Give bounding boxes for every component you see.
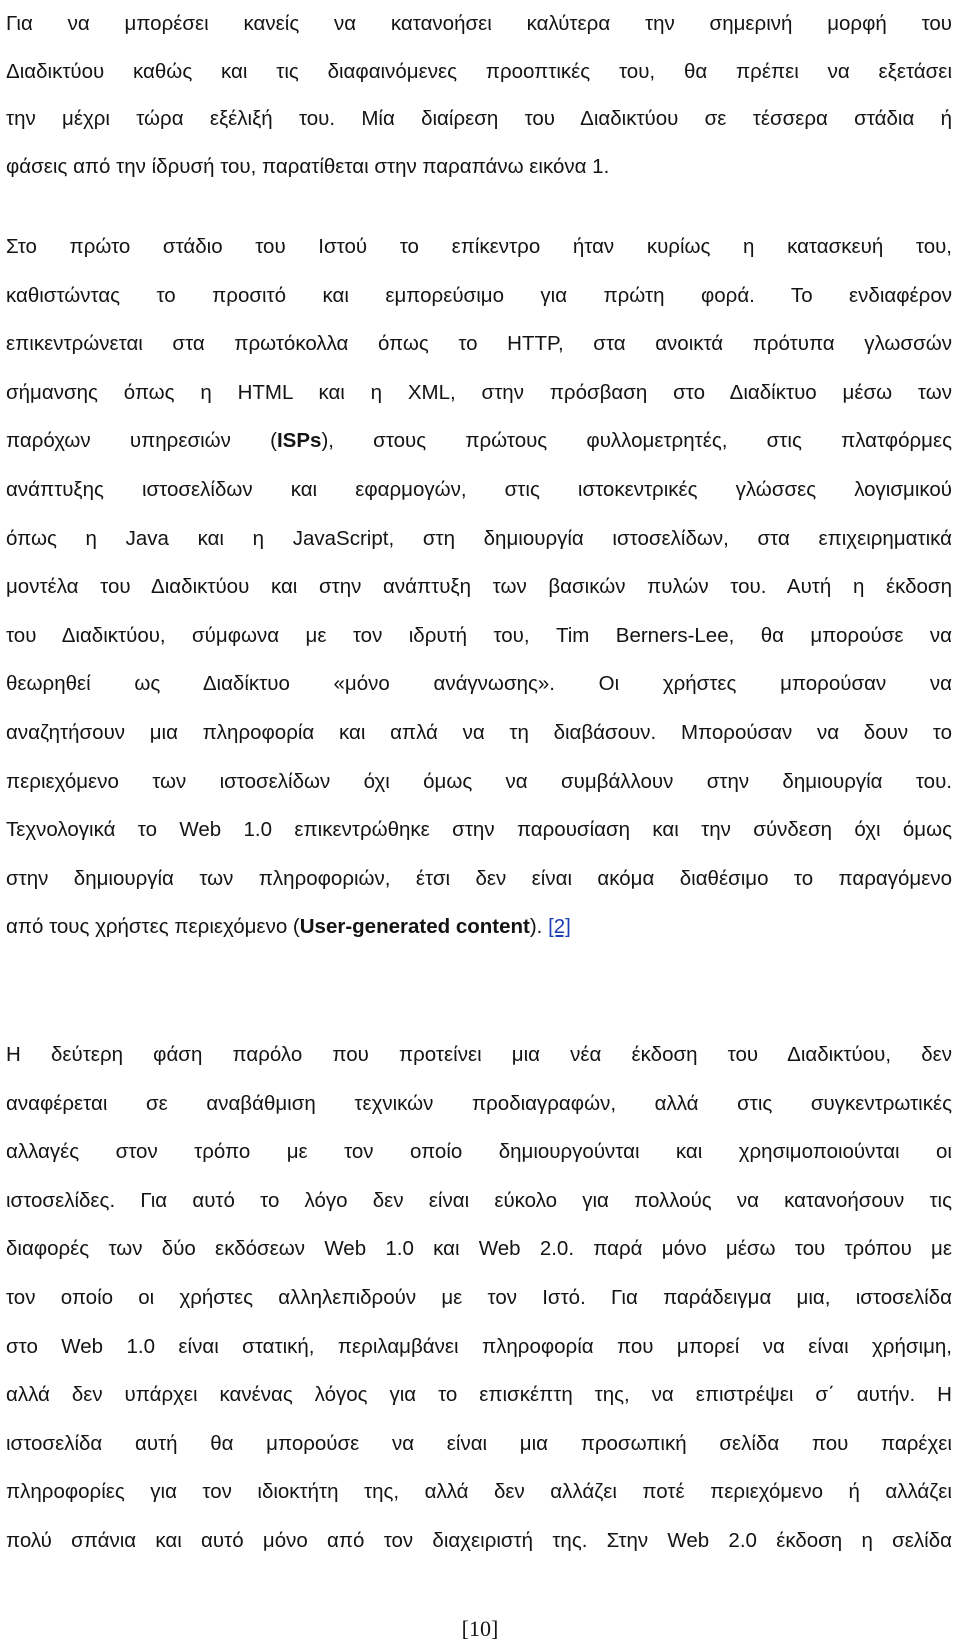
line-text: ), στους πρώτους φυλλομετρητές, στις πλατφόρμες: [321, 429, 952, 453]
text-line: στην δημιουργία των πληροφοριών, έτσι δεν είναι ακόμα διαθέσιμο το παραγόμενο: [6, 866, 952, 890]
text-line: ανάπτυξης ιστοσελίδων και εφαρμογών, στις ιστοκεντρικές γλώσσες λογισμικού: [6, 477, 952, 501]
line-text: από τους χρήστες περιεχόμενο (: [6, 915, 300, 939]
text-line: Τεχνολογικά το Web 1.0 επικεντρώθηκε στην παρουσίαση και την σύνδεση όχι όμως: [6, 818, 952, 842]
line-text: ).: [529, 915, 549, 939]
text-line: φάσεις από την ίδρυσή του, παρατίθεται στην παραπάνω εικόνα 1.: [6, 154, 610, 178]
text-line: τον οποίο οι χρήστες αλληλεπιδρούν με τον Ιστό. Για παράδειγμα μια, ιστοσελίδα: [6, 1285, 952, 1309]
text-line: διαφορές των δύο εκδόσεων Web 1.0 και Web 2.0. παρά μόνο μέσω του τρόπου με: [6, 1237, 952, 1261]
text-line-with-bold: [6, 903, 952, 952]
text-line: αλλαγές στον τρόπο με τον οποίο δημιουργούνται και χρησιμοποιούνται οι: [6, 1140, 952, 1164]
text-line: πολύ σπάνια και αυτό μόνο από τον διαχειριστή της. Στην Web 2.0 έκδοση η σελίδα: [6, 1528, 952, 1552]
text-line: πληροφορίες για τον ιδιοκτήτη της, αλλά δεν αλλάζει ποτέ περιεχόμενο ή αλλάζει: [6, 1480, 952, 1504]
bold-term-isps: ISPs: [276, 429, 322, 453]
text-line: μοντέλα του Διαδικτύου και στην ανάπτυξη των βασικών πυλών του. Αυτή η έκδοση: [6, 575, 952, 599]
text-line: Για να μπορέσει κανείς να κατανοήσει καλύτερα την σημερινή μορφή του: [6, 12, 952, 35]
text-line: στο Web 1.0 είναι στατική, περιλαμβάνει πληροφορία που μπορεί να είναι χρήσιμη,: [6, 1334, 952, 1358]
paragraph-web1: [6, 223, 952, 952]
text-line: όπως η Java και η JavaScript, στη δημιουργία ιστοσελίδων, στα επιχειρηματικά: [6, 526, 952, 550]
page-number: [10]: [461, 1616, 499, 1641]
text-line: θεωρηθεί ως Διαδίκτυο «μόνο ανάγνωσης». Οι χρήστες μπορούσαν να: [6, 672, 952, 696]
text-line: Στο πρώτο στάδιο του Ιστού το επίκεντρο ήταν κυρίως η κατασκευή του,: [6, 235, 952, 258]
text-line: του Διαδικτύου, σύμφωνα με τον ιδρυτή του, Tim Berners-Lee, θα μπορούσε να: [6, 623, 952, 647]
text-line-with-bold: [6, 417, 952, 466]
text-line: την μέχρι τώρα εξέλιξή του. Μία διαίρεση του Διαδικτύου σε τέσσερα στάδια ή: [6, 107, 952, 130]
text-line: Διαδικτύου καθώς και τις διαφαινόμενες προοπτικές του, θα πρέπει να εξετάσει: [6, 59, 952, 83]
text-line: καθιστώντας το προσιτό και εμπορεύσιμο για πρώτη φορά. Το ενδιαφέρον: [6, 283, 952, 307]
text-line: ιστοσελίδες. Για αυτό το λόγο δεν είναι εύκολο για πολλούς να κατανοήσουν τις: [6, 1188, 952, 1212]
paragraph-intro: [6, 0, 952, 190]
text-line: Η δεύτερη φάση παρόλο που προτείνει μια νέα έκδοση του Διαδικτύου, δεν: [6, 1043, 952, 1066]
text-line: αναφέρεται σε αναβάθμιση τεχνικών προδιαγραφών, αλλά στις συγκεντρωτικές: [6, 1091, 952, 1115]
text-line: αναζητήσουν μια πληροφορία και απλά να τη διαβάσουν. Μπορούσαν να δουν το: [6, 720, 952, 744]
line-text: παρόχων υπηρεσιών (: [6, 429, 277, 453]
bold-term-ugc: User-generated content: [299, 915, 530, 939]
paragraph-web2: [6, 1031, 952, 1566]
reference-link[interactable]: [2]: [548, 915, 571, 939]
text-line: επικεντρώνεται στα πρωτόκολλα όπως το HTTP, στα ανοικτά πρότυπα γλωσσών: [6, 332, 952, 356]
text-line: ιστοσελίδα αυτή θα μπορούσε να είναι μια προσωπική σελίδα που παρέχει: [6, 1431, 952, 1455]
text-line: αλλά δεν υπάρχει κανένας λόγος για το επισκέπτη της, να επιστρέψει σ΄ αυτήν. Η: [6, 1383, 952, 1407]
text-line: περιεχόμενο των ιστοσελίδων όχι όμως να συμβάλλουν στην δημιουργία του.: [6, 769, 952, 793]
text-line: σήμανσης όπως η HTML και η XML, στην πρόσβαση στο Διαδίκτυο μέσω των: [6, 380, 952, 404]
